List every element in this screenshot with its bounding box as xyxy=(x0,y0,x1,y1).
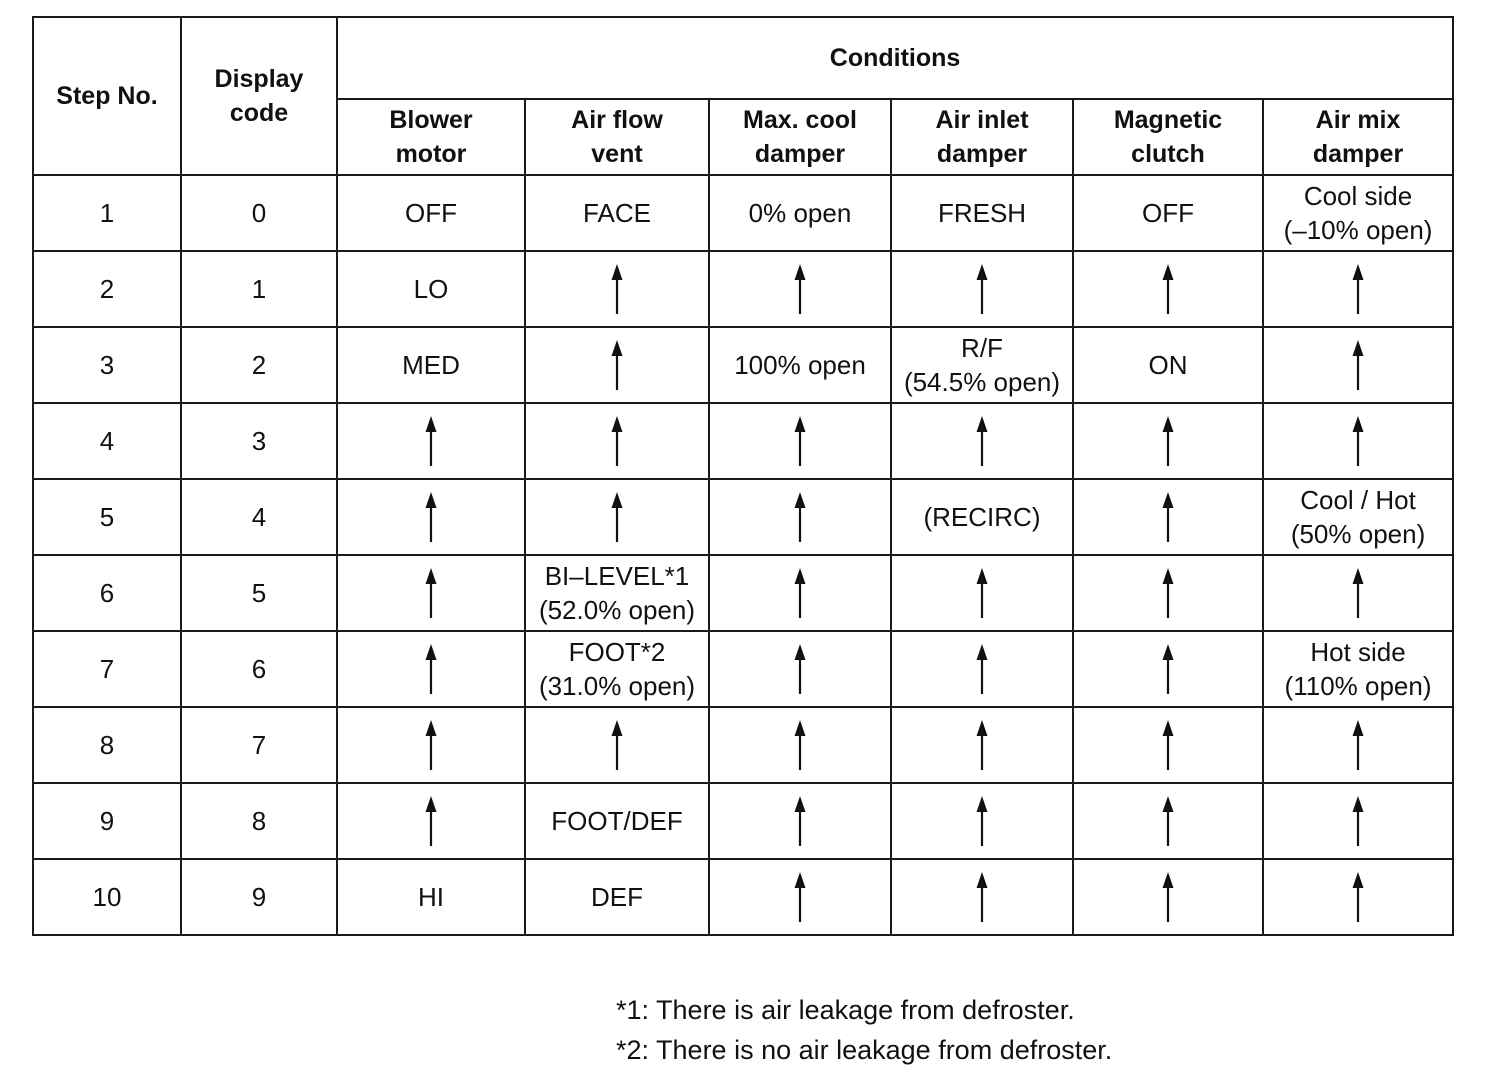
air-flow-vent-cell xyxy=(525,859,709,935)
magnetic-clutch-cell xyxy=(1073,707,1263,783)
up-arrow-icon xyxy=(1349,871,1367,923)
magnetic-clutch-cell xyxy=(1073,479,1263,555)
blower-motor-cell xyxy=(337,707,525,783)
air-inlet-damper-cell xyxy=(891,175,1073,251)
up-arrow-icon xyxy=(1349,339,1367,391)
header-air-inlet-damper xyxy=(891,99,1073,175)
display-code-cell: 6 xyxy=(181,631,337,707)
up-arrow-icon xyxy=(791,415,809,467)
display-code-cell: 7 xyxy=(181,707,337,783)
blower-motor-cell xyxy=(337,555,525,631)
up-arrow-icon xyxy=(1349,415,1367,467)
header-air-mix-damper xyxy=(1263,99,1453,175)
header-conditions xyxy=(337,17,1453,99)
up-arrow-icon xyxy=(973,719,991,771)
table-row xyxy=(33,783,1453,859)
air-flow-vent-value: FOOT/DEF xyxy=(551,806,683,836)
up-arrow-icon xyxy=(973,415,991,467)
up-arrow-icon xyxy=(973,871,991,923)
header-step-no xyxy=(33,17,181,175)
max-cool-damper-cell xyxy=(709,327,891,403)
blower-motor-cell xyxy=(337,783,525,859)
up-arrow-icon xyxy=(791,795,809,847)
up-arrow-icon xyxy=(973,643,991,695)
up-arrow-icon xyxy=(422,415,440,467)
max-cool-damper-cell xyxy=(709,783,891,859)
up-arrow-icon xyxy=(608,415,626,467)
up-arrow-icon xyxy=(791,263,809,315)
magnetic-clutch-cell xyxy=(1073,631,1263,707)
air-mix-damper-cell xyxy=(1263,251,1453,327)
header-display-code-label: Display code xyxy=(214,64,304,127)
air-mix-damper-value: Cool / Hot (50% open) xyxy=(1290,484,1426,549)
air-flow-vent-cell xyxy=(525,783,709,859)
footnote-1: *1: There is air leakage from defroster. xyxy=(616,995,1075,1025)
air-inlet-damper-cell xyxy=(891,707,1073,783)
header-step-no-label: Step No. xyxy=(56,82,158,110)
up-arrow-icon xyxy=(1349,263,1367,315)
magnetic-clutch-cell xyxy=(1073,783,1263,859)
blower-motor-value: OFF xyxy=(405,198,457,228)
header-row-top xyxy=(33,17,1453,99)
step-number-cell: 6 xyxy=(33,555,181,631)
display-code-cell: 8 xyxy=(181,783,337,859)
display-code-cell: 4 xyxy=(181,479,337,555)
header-air-flow-vent xyxy=(525,99,709,175)
air-inlet-damper-cell xyxy=(891,403,1073,479)
up-arrow-icon xyxy=(791,491,809,543)
air-mix-damper-cell xyxy=(1263,175,1453,251)
blower-motor-cell xyxy=(337,403,525,479)
up-arrow-icon xyxy=(608,263,626,315)
air-flow-vent-value: FACE xyxy=(583,198,651,228)
air-flow-vent-cell xyxy=(525,631,709,707)
air-mix-damper-cell xyxy=(1263,479,1453,555)
air-flow-vent-cell xyxy=(525,403,709,479)
table-row xyxy=(33,631,1453,707)
display-code-cell: 2 xyxy=(181,327,337,403)
header-magnetic-clutch xyxy=(1073,99,1263,175)
max-cool-damper-cell xyxy=(709,251,891,327)
max-cool-damper-value: 0% open xyxy=(748,198,852,228)
air-mix-damper-cell xyxy=(1263,859,1453,935)
up-arrow-icon xyxy=(422,491,440,543)
max-cool-damper-cell xyxy=(709,859,891,935)
blower-motor-cell xyxy=(337,479,525,555)
air-flow-vent-cell xyxy=(525,707,709,783)
magnetic-clutch-cell xyxy=(1073,859,1263,935)
up-arrow-icon xyxy=(973,567,991,619)
air-inlet-damper-value: FRESH xyxy=(937,198,1027,228)
header-air-inlet-damper-label: Air inlet damper xyxy=(935,105,1029,168)
step-number-cell: 1 xyxy=(33,175,181,251)
step-number-cell: 3 xyxy=(33,327,181,403)
step-number-cell: 2 xyxy=(33,251,181,327)
air-inlet-damper-cell xyxy=(891,783,1073,859)
max-cool-damper-cell xyxy=(709,707,891,783)
air-flow-vent-cell xyxy=(525,175,709,251)
blower-motor-cell xyxy=(337,631,525,707)
max-cool-damper-cell xyxy=(709,555,891,631)
air-flow-vent-cell xyxy=(525,479,709,555)
magnetic-clutch-value: ON xyxy=(1148,350,1188,380)
up-arrow-icon xyxy=(1349,719,1367,771)
step-number-cell: 5 xyxy=(33,479,181,555)
header-conditions-label: Conditions xyxy=(829,44,961,72)
header-display-code xyxy=(181,17,337,175)
blower-motor-value: HI xyxy=(418,882,444,912)
blower-motor-value: MED xyxy=(402,350,460,380)
up-arrow-icon xyxy=(1159,795,1177,847)
max-cool-damper-cell xyxy=(709,479,891,555)
air-flow-vent-cell xyxy=(525,251,709,327)
blower-motor-cell xyxy=(337,327,525,403)
air-mix-damper-cell xyxy=(1263,707,1453,783)
conditions-table xyxy=(32,16,1454,936)
header-magnetic-clutch-label: Magnetic clutch xyxy=(1113,105,1223,168)
step-number-cell: 7 xyxy=(33,631,181,707)
magnetic-clutch-cell xyxy=(1073,175,1263,251)
air-inlet-damper-cell xyxy=(891,631,1073,707)
up-arrow-icon xyxy=(422,567,440,619)
air-mix-damper-cell xyxy=(1263,327,1453,403)
up-arrow-icon xyxy=(1159,567,1177,619)
max-cool-damper-cell xyxy=(709,631,891,707)
up-arrow-icon xyxy=(422,795,440,847)
air-flow-vent-cell xyxy=(525,555,709,631)
table-row xyxy=(33,327,1453,403)
step-number-cell: 8 xyxy=(33,707,181,783)
footnote-2: *2: There is no air leakage from defroster. xyxy=(616,1035,1113,1065)
magnetic-clutch-cell xyxy=(1073,403,1263,479)
display-code-cell: 1 xyxy=(181,251,337,327)
air-mix-damper-cell xyxy=(1263,555,1453,631)
blower-motor-value: LO xyxy=(413,274,449,304)
magnetic-clutch-cell xyxy=(1073,327,1263,403)
up-arrow-icon xyxy=(1349,567,1367,619)
air-inlet-damper-cell xyxy=(891,479,1073,555)
air-inlet-damper-cell xyxy=(891,555,1073,631)
max-cool-damper-cell xyxy=(709,403,891,479)
up-arrow-icon xyxy=(608,491,626,543)
header-blower-motor xyxy=(337,99,525,175)
up-arrow-icon xyxy=(422,643,440,695)
air-flow-vent-cell xyxy=(525,327,709,403)
display-code-cell: 5 xyxy=(181,555,337,631)
up-arrow-icon xyxy=(973,795,991,847)
up-arrow-icon xyxy=(791,719,809,771)
air-mix-damper-cell xyxy=(1263,783,1453,859)
table-row xyxy=(33,251,1453,327)
air-mix-damper-value: Cool side (–10% open) xyxy=(1283,180,1433,245)
blower-motor-cell xyxy=(337,251,525,327)
table-row xyxy=(33,479,1453,555)
header-max-cool-damper-label: Max. cool damper xyxy=(743,105,857,168)
air-inlet-damper-cell xyxy=(891,251,1073,327)
header-air-mix-damper-label: Air mix damper xyxy=(1312,105,1404,168)
table-row xyxy=(33,859,1453,935)
up-arrow-icon xyxy=(973,263,991,315)
table-body xyxy=(33,175,1453,935)
air-flow-vent-value: BI–LEVEL*1 (52.0% open) xyxy=(538,560,696,625)
air-inlet-damper-cell xyxy=(891,859,1073,935)
blower-motor-cell xyxy=(337,175,525,251)
table-row xyxy=(33,707,1453,783)
up-arrow-icon xyxy=(791,567,809,619)
air-inlet-damper-value: (RECIRC) xyxy=(923,502,1041,532)
up-arrow-icon xyxy=(1159,263,1177,315)
up-arrow-icon xyxy=(422,719,440,771)
magnetic-clutch-cell xyxy=(1073,251,1263,327)
header-blower-motor-label: Blower motor xyxy=(389,105,473,168)
table-row xyxy=(33,175,1453,251)
up-arrow-icon xyxy=(1159,491,1177,543)
up-arrow-icon xyxy=(1159,871,1177,923)
up-arrow-icon xyxy=(791,643,809,695)
step-number-cell: 4 xyxy=(33,403,181,479)
up-arrow-icon xyxy=(1159,719,1177,771)
step-number-cell: 10 xyxy=(33,859,181,935)
step-number-cell: 9 xyxy=(33,783,181,859)
up-arrow-icon xyxy=(608,339,626,391)
display-code-cell: 0 xyxy=(181,175,337,251)
air-inlet-damper-value: R/F (54.5% open) xyxy=(903,332,1061,397)
max-cool-damper-cell xyxy=(709,175,891,251)
display-code-cell: 3 xyxy=(181,403,337,479)
header-max-cool-damper xyxy=(709,99,891,175)
up-arrow-icon xyxy=(791,871,809,923)
air-mix-damper-value: Hot side (110% open) xyxy=(1284,636,1432,701)
air-mix-damper-cell xyxy=(1263,631,1453,707)
air-mix-damper-cell xyxy=(1263,403,1453,479)
air-flow-vent-value: DEF xyxy=(591,882,643,912)
max-cool-damper-value: 100% open xyxy=(734,350,866,380)
up-arrow-icon xyxy=(1159,643,1177,695)
blower-motor-cell xyxy=(337,859,525,935)
table-row xyxy=(33,403,1453,479)
up-arrow-icon xyxy=(608,719,626,771)
header-air-flow-vent-label: Air flow vent xyxy=(571,105,663,168)
up-arrow-icon xyxy=(1159,415,1177,467)
air-inlet-damper-cell xyxy=(891,327,1073,403)
footnotes xyxy=(616,990,1112,1070)
air-flow-vent-value: FOOT*2 (31.0% open) xyxy=(538,636,696,701)
display-code-cell: 9 xyxy=(181,859,337,935)
table-row xyxy=(33,555,1453,631)
up-arrow-icon xyxy=(1349,795,1367,847)
magnetic-clutch-value: OFF xyxy=(1142,198,1194,228)
magnetic-clutch-cell xyxy=(1073,555,1263,631)
